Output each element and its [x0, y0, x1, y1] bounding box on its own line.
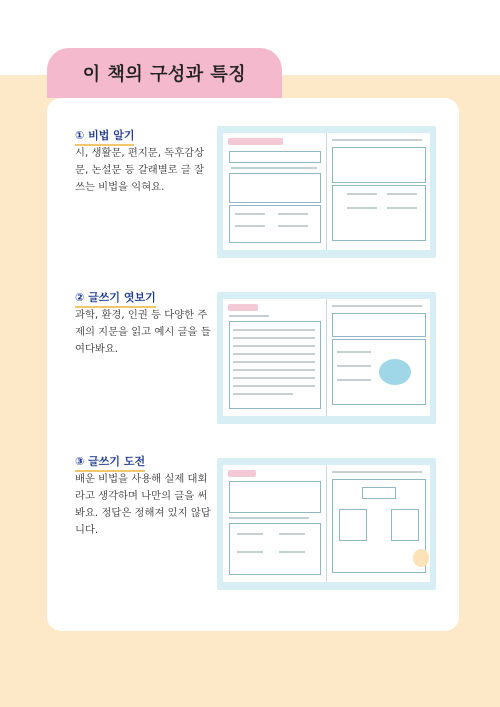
section-2-body: 과학, 환경, 인권 등 다양한 주제의 지문을 읽고 예시 글을 들여다봐요. [75, 309, 211, 355]
thumbnail-right-page [327, 465, 430, 582]
thumbnail-left-page [223, 299, 327, 416]
section-2-thumbnail [217, 292, 436, 424]
page-title: 이 책의 구성과 특징 [82, 64, 247, 85]
thumbnail-left-page [223, 465, 327, 582]
title-tab [47, 48, 282, 98]
section-1-body: 시, 생활문, 편지문, 독후감상문, 논설문 등 갈래별로 글 잘 쓰는 비법을 익혀요. [75, 147, 205, 193]
section-2-heading: ② 글쓰기 엿보기 [75, 289, 156, 308]
thumbnail-left-page [223, 133, 327, 250]
section-3-body: 배운 비법을 사용해 실제 대회라고 생각하며 나만의 글을 써 봐요. 정답은 정해져 있지 않답니다. [75, 473, 211, 536]
section-1-heading: ① 비법 알기 [75, 127, 134, 146]
thumbnail-right-page [327, 133, 430, 250]
section-1-thumbnail [217, 126, 436, 258]
thumbnail-right-page [327, 299, 430, 416]
section-3-heading: ③ 글쓰기 도전 [75, 453, 145, 472]
section-3-thumbnail [217, 458, 436, 590]
